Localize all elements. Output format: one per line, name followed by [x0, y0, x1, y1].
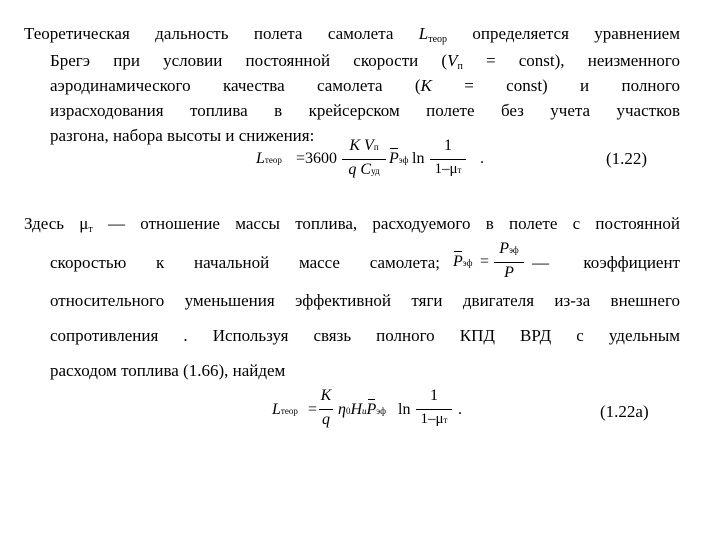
eq1-ln: ln: [412, 150, 425, 167]
eq2-number: (1.22а): [600, 402, 649, 421]
eq2-ln: ln: [398, 401, 411, 418]
para2-line1: Здесь $\mu_т$ — отношение массы топлива, расходуемого в полете с постоянной: [24, 214, 680, 235]
para1-line3: аэродинамического качества самолета (K = const) и полного: [50, 76, 680, 95]
eq2-numerator: K: [320, 387, 332, 404]
eq2-lhs: Lтеор: [272, 401, 298, 418]
eq1-ln-den: 1–μт: [434, 161, 462, 177]
eq2-equals: =: [308, 401, 318, 418]
para1-line5: разгона, набора высоты и снижения:: [50, 126, 315, 145]
eq2-ln-den: 1–μт: [420, 411, 448, 427]
para2-line2-text: скоростью к начальной массе самолета;: [50, 253, 440, 272]
para2-line5: расходом топлива (1.66), найдем: [50, 361, 286, 380]
eq1-fraction: [342, 137, 386, 155]
p-eff-overbar: Pэф: [453, 253, 473, 270]
p-eff-frac-num: Pэф: [499, 240, 519, 257]
p-eff-frac-den: P: [504, 264, 514, 281]
eq2-denominator: q: [322, 411, 330, 428]
eq1-ln-num: 1: [444, 137, 452, 154]
eq2-ln-bar: [416, 409, 452, 410]
para2-line4: сопротивления . Используя связь полного КПД ВРД с удельным: [50, 326, 680, 345]
eq1-numerator: K Vп: [349, 137, 379, 154]
eq1-fraction-bar: [342, 159, 386, 160]
p-eff-frac-bar: [494, 262, 524, 263]
eq1-number: (1.22): [606, 149, 648, 168]
eq1-p-eff: Pэф: [389, 150, 409, 167]
eq1-coef: =3600: [296, 150, 338, 167]
para2-line2-tail: — коэффициент: [532, 253, 680, 272]
eq2-body: η0HиPэф: [338, 401, 386, 418]
para1-line4: израсходования топлива в крейсерском полете без учета участков: [50, 101, 680, 120]
eq2-ln-num: 1: [430, 387, 438, 404]
eq1-ln-bar: [430, 159, 466, 160]
para1-line2: Брегэ при условии постоянной скорости ($V_п$ = const), неизменного: [50, 51, 680, 72]
eq1-lhs: Lтеор: [256, 150, 282, 167]
eq2-fraction-bar: [319, 409, 333, 410]
eq2-dot: .: [458, 401, 462, 418]
para2-line3: относительного уменьшения эффективной тяги двигателя из-за внешнего: [50, 291, 680, 310]
eq1-denominator: q Cуд: [348, 161, 380, 178]
eq1-dot: .: [480, 150, 484, 167]
p-eff-equals: =: [480, 253, 490, 270]
para1-line1: Теоретическая дальность полета самолета $L_{теор}$ определяется уравнением: [24, 24, 680, 45]
